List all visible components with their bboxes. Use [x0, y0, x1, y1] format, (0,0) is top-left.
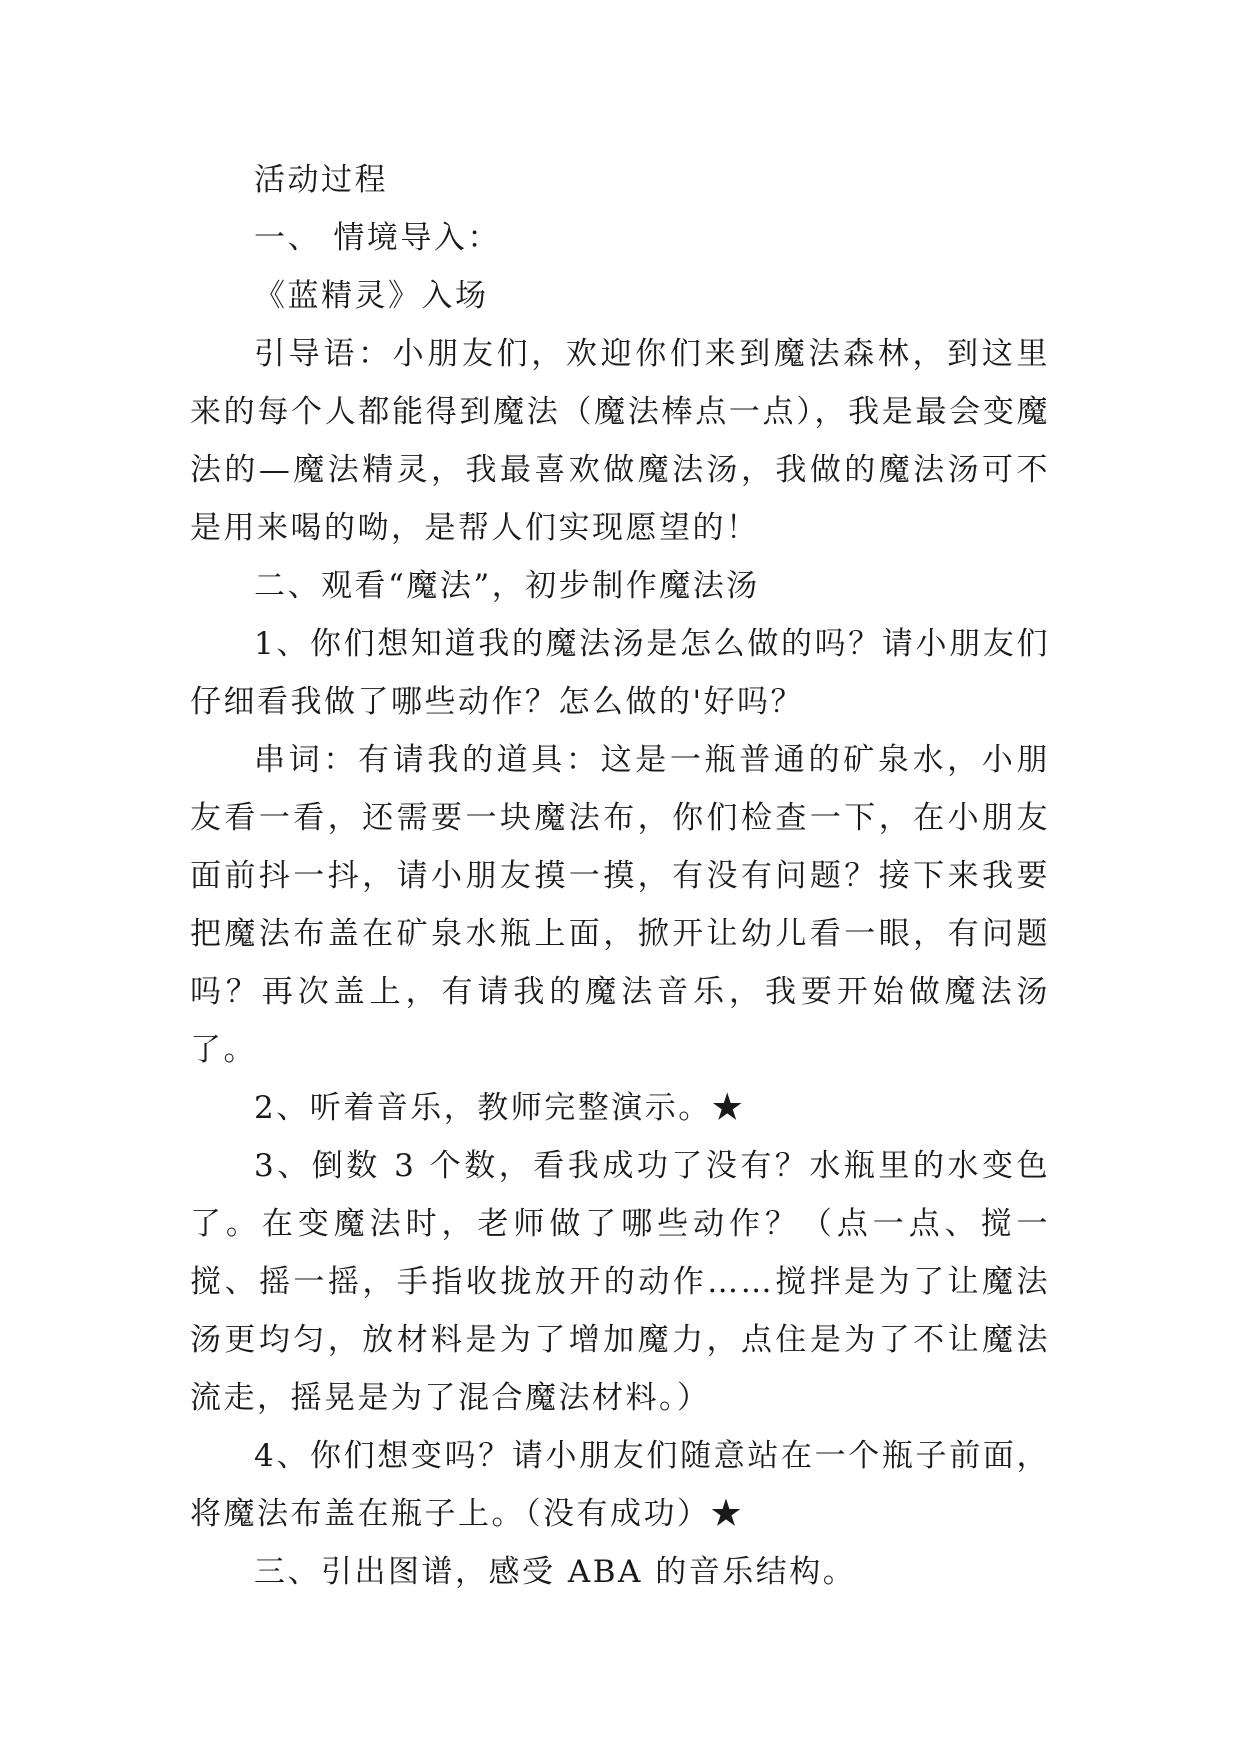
- paragraph-smurfs-entrance: 《蓝精灵》入场: [254, 278, 489, 314]
- document-body: [190, 151, 1050, 1601]
- paragraph-guide-words: 引导语：小朋友们，欢迎你们来到魔法森林，到这里来的每个人都能得到魔法（魔法棒点一点），我是最会变魔法的—魔法精灵，我最喜欢做魔法汤，我做的魔法汤可不是用来喝的呦，是帮人们实现愿望的！: [190, 336, 1050, 546]
- section-heading-situation-intro: 一、 情境导入：: [254, 220, 501, 256]
- paragraph-transition-words: 串词：有请我的道具：这是一瓶普通的矿泉水，小朋友看一看，还需要一块魔法布，你们检查一下，在小朋友面前抖一抖，请小朋友摸一摸，有没有问题？接下来我要把魔法布盖在矿泉水瓶上面，掀开让幼儿看一眼，有问题吗？再次盖上，有请我的魔法音乐，我要开始做魔法汤了。: [190, 742, 1050, 1068]
- paragraph-step-1: 1、你们想知道我的魔法汤是怎么做的吗？请小朋友们仔细看我做了哪些动作？怎么做的'好吗？: [190, 626, 1050, 720]
- section-heading-introduce-chart: 三、引出图谱，感受 ABA 的音乐结构。: [254, 1554, 857, 1590]
- paragraph-step-3: 3、倒数 3 个数，看我成功了没有？水瓶里的水变色了。在变魔法时，老师做了哪些动作？（点一点、搅一搅、摇一摇，手指收拢放开的动作……搅拌是为了让魔法汤更均匀，放材料是为了增加魔力，点住是为了不让魔法流走，摇晃是为了混合魔法材料。）: [190, 1148, 1050, 1416]
- section-heading-watch-magic: 二、观看“魔法”，初步制作魔法汤: [254, 568, 760, 604]
- section-heading-activity-process: 活动过程: [254, 162, 388, 198]
- paragraph-step-2: 2、听着音乐，教师完整演示。★: [254, 1090, 746, 1126]
- paragraph-step-4: 4、你们想变吗？请小朋友们随意站在一个瓶子前面，将魔法布盖在瓶子上。（没有成功）★: [190, 1438, 1050, 1532]
